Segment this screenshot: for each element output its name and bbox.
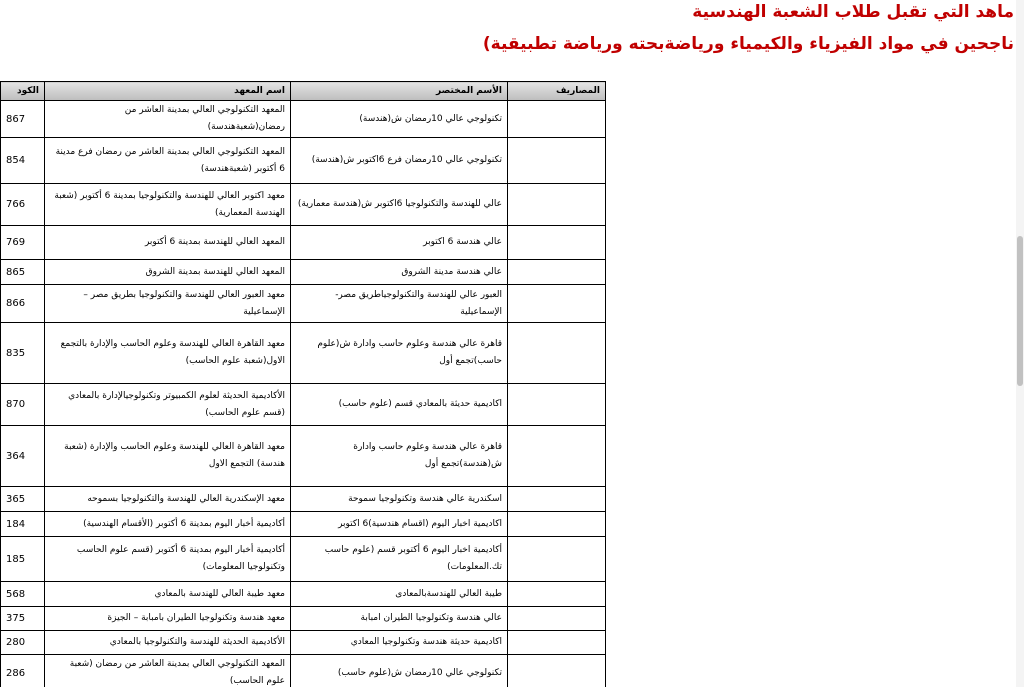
expenses-cell bbox=[508, 426, 606, 487]
code-cell: 364 bbox=[1, 426, 45, 487]
institute-name-cell: معهد القاهرة العالي للهندسة وعلوم الحاسب والإدارة بالتجمع الاول(شعبة علوم الحاسب) bbox=[45, 323, 291, 384]
table-row bbox=[1, 582, 606, 607]
institute-name-cell: المعهد العالي للهندسة بمدينة الشروق bbox=[45, 260, 291, 285]
expenses-cell bbox=[508, 512, 606, 537]
code-cell: 766 bbox=[1, 184, 45, 226]
institute-name-cell: معهد اكتوبر العالي للهندسة والتكنولوجيا بمدينة 6 أكتوبر (شعبة الهندسة المعمارية) bbox=[45, 184, 291, 226]
code-cell: 365 bbox=[1, 487, 45, 512]
header-institute-name: اسم المعهد bbox=[45, 82, 291, 101]
code-cell: 866 bbox=[1, 285, 45, 323]
code-cell: 870 bbox=[1, 384, 45, 426]
institute-name-cell: المعهد التكنولوجي العالي بمدينة العاشر من رمضان فرع مدينة 6 أكتوبر (شعبةهندسة) bbox=[45, 138, 291, 184]
code-cell: 568 bbox=[1, 582, 45, 607]
expenses-cell bbox=[508, 631, 606, 655]
expenses-cell bbox=[508, 184, 606, 226]
institute-name-cell: المعهد العالي للهندسة بمدينة 6 أكتوبر bbox=[45, 226, 291, 260]
short-name-cell: اسكندرية عالي هندسة وتكنولوجيا سموحة bbox=[291, 487, 508, 512]
table-row bbox=[1, 260, 606, 285]
expenses-cell bbox=[508, 260, 606, 285]
table-row bbox=[1, 101, 606, 138]
short-name-cell: تكنولوجي عالي 10رمضان فرع 6اكتوبر ش(هندسة) bbox=[291, 138, 508, 184]
table-row bbox=[1, 537, 606, 582]
table-row bbox=[1, 285, 606, 323]
institute-name-cell: أكاديمية أخبار اليوم بمدينة 6 أكتوبر (الأقسام الهندسية) bbox=[45, 512, 291, 537]
expenses-cell bbox=[508, 487, 606, 512]
header-expenses: المصاريف bbox=[508, 82, 606, 101]
table-row bbox=[1, 184, 606, 226]
expenses-cell bbox=[508, 384, 606, 426]
expenses-cell bbox=[508, 607, 606, 631]
table-row bbox=[1, 323, 606, 384]
institute-name-cell: معهد الإسكندرية العالي للهندسة والتكنولوجيا بسموحه bbox=[45, 487, 291, 512]
table-row bbox=[1, 607, 606, 631]
institute-name-cell: المعهد التكنولوجي العالي بمدينة العاشر من رمضان(شعبةهندسة) bbox=[45, 101, 291, 138]
short-name-cell: اكاديمية اخبار اليوم (اقسام هندسية)6 اكتوبر bbox=[291, 512, 508, 537]
table-row bbox=[1, 384, 606, 426]
expenses-cell bbox=[508, 285, 606, 323]
short-name-cell: قاهرة عالي هندسة وعلوم حاسب وادارة ش(علوم حاسب)تجمع أول bbox=[291, 323, 508, 384]
expenses-cell bbox=[508, 323, 606, 384]
code-cell: 769 bbox=[1, 226, 45, 260]
table-row bbox=[1, 138, 606, 184]
table-row bbox=[1, 655, 606, 687]
expenses-cell bbox=[508, 537, 606, 582]
short-name-cell: عالي للهندسة والتكنولوجيا 6اكتوبر ش(هندسة معمارية) bbox=[291, 184, 508, 226]
table-row bbox=[1, 631, 606, 655]
code-cell: 286 bbox=[1, 655, 45, 687]
institute-name-cell: الأكاديمية الحديثة لعلوم الكمبيوتر وتكنولوجيالإدارة بالمعادي (قسم علوم الحاسب) bbox=[45, 384, 291, 426]
table-row bbox=[1, 512, 606, 537]
heading-line-1: ماهد التي تقبل طلاب الشعبة الهندسية bbox=[692, 2, 1014, 22]
institutes-table bbox=[0, 81, 606, 687]
expenses-cell bbox=[508, 138, 606, 184]
short-name-cell: عالي هندسة 6 اكتوبر bbox=[291, 226, 508, 260]
code-cell: 375 bbox=[1, 607, 45, 631]
institute-name-cell: الأكاديمية الحديثة للهندسة والتكنولوجيا بالمعادي bbox=[45, 631, 291, 655]
expenses-cell bbox=[508, 226, 606, 260]
code-cell: 854 bbox=[1, 138, 45, 184]
table-row bbox=[1, 226, 606, 260]
code-cell: 835 bbox=[1, 323, 45, 384]
short-name-cell: أكاديمية اخبار اليوم 6 أكتوبر قسم (علوم حاسب تك.المعلومات) bbox=[291, 537, 508, 582]
short-name-cell: تكنولوجي عالي 10رمضان ش(هندسة) bbox=[291, 101, 508, 138]
short-name-cell: عالي هندسة مدينة الشروق bbox=[291, 260, 508, 285]
institute-name-cell: معهد طيبة العالي للهندسة بالمعادي bbox=[45, 582, 291, 607]
expenses-cell bbox=[508, 582, 606, 607]
table-row bbox=[1, 426, 606, 487]
code-cell: 867 bbox=[1, 101, 45, 138]
code-cell: 184 bbox=[1, 512, 45, 537]
code-cell: 280 bbox=[1, 631, 45, 655]
heading-line-2: ناجحين في مواد الفيزياء والكيمياء ورياضةبحته ورياضة تطبيقية) bbox=[482, 34, 1014, 54]
table-header-row bbox=[1, 82, 606, 101]
institute-name-cell: المعهد التكنولوجي العالي بمدينة العاشر من رمضان (شعبة علوم الحاسب) bbox=[45, 655, 291, 687]
short-name-cell: عالي هندسة وتكنولوجيا الطيران امبابة bbox=[291, 607, 508, 631]
header-code: الكود bbox=[1, 82, 45, 101]
institute-name-cell: معهد القاهرة العالي للهندسة وعلوم الحاسب والإدارة (شعبة هندسة) التجمع الاول bbox=[45, 426, 291, 487]
table-row bbox=[1, 487, 606, 512]
institute-name-cell: معهد العبور العالي للهندسة والتكنولوجيا بطريق مصر – الإسماعيلية bbox=[45, 285, 291, 323]
code-cell: 865 bbox=[1, 260, 45, 285]
short-name-cell: اكاديمية حديثة هندسة وتكنولوجيا المعادي bbox=[291, 631, 508, 655]
short-name-cell: طيبة العالي للهندسةبالمعادى bbox=[291, 582, 508, 607]
expenses-cell bbox=[508, 655, 606, 687]
short-name-cell: العبور عالي للهندسة والتكنولوجياطريق مصر- الإسماعيلية bbox=[291, 285, 508, 323]
expenses-cell bbox=[508, 101, 606, 138]
institute-name-cell: أكاديمية أخبار اليوم بمدينة 6 أكتوبر (قسم علوم الحاسب وتكنولوجيا المعلومات) bbox=[45, 537, 291, 582]
institute-name-cell: معهد هندسة وتكنولوجيا الطيران بامبابة – الجيزة bbox=[45, 607, 291, 631]
header-short-name: الأسم المختصر bbox=[291, 82, 508, 101]
code-cell: 185 bbox=[1, 537, 45, 582]
short-name-cell: اكاديمية حديثة بالمعادي قسم (علوم حاسب) bbox=[291, 384, 508, 426]
short-name-cell: تكنولوجي عالي 10رمضان ش(علوم حاسب) bbox=[291, 655, 508, 687]
vertical-scrollbar[interactable] bbox=[1016, 0, 1024, 687]
scrollbar-thumb[interactable] bbox=[1017, 236, 1023, 386]
short-name-cell: قاهرة عالي هندسة وعلوم حاسب وادارة ش(هندسة)تجمع أول bbox=[291, 426, 508, 487]
